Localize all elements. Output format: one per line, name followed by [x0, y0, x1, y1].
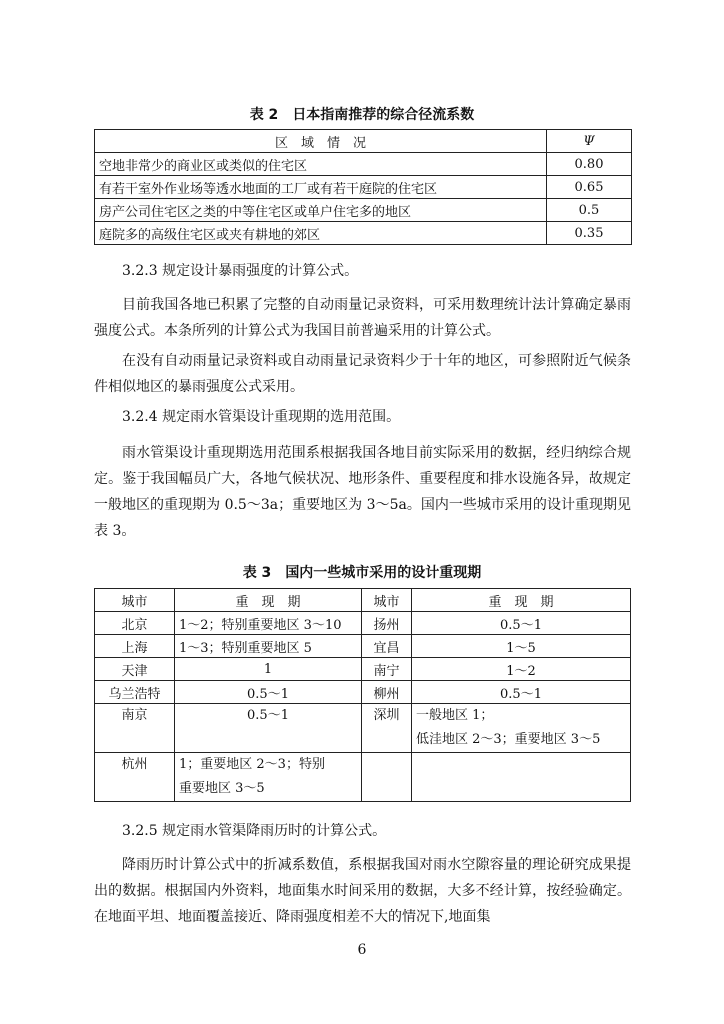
table3-title: 国内一些城市采用的设计重现期 — [285, 565, 482, 581]
table-row — [95, 612, 631, 635]
table-row — [95, 153, 632, 176]
table-cell: 庭院多的高级住宅区或夹有耕地的郊区 — [95, 222, 547, 245]
table-cell: 0.5～1 — [175, 704, 362, 753]
table-cell: 宜昌 — [362, 635, 412, 658]
table-cell: 柳州 — [362, 681, 412, 704]
table-cell: 0.80 — [547, 153, 632, 176]
page-number: 6 — [357, 942, 367, 958]
table2 — [94, 129, 632, 245]
table3-header-city: 城市 — [95, 589, 175, 612]
table-cell: 北京 — [95, 612, 175, 635]
table-cell: 0.5～1 — [412, 681, 631, 704]
paragraph: 雨水管渠设计重现期选用范围系根据我国各地目前实际采用的数据，经归纳综合规定。鉴于我国幅员广大，各地气候状况、地形条件、重要程度和排水设施各异，故规定一般地区的重现期为 0.5～3a；重要地区为 3～5a。国内一些城市采用的设计重现期见表 3。 — [94, 445, 631, 539]
table2-title: 日本指南推荐的综合径流系数 — [292, 107, 475, 123]
table3-label: 表 3 — [242, 565, 272, 581]
table-cell: 0.5～1 — [412, 612, 631, 635]
table-cell-multiline — [412, 704, 631, 753]
table-cell — [412, 753, 631, 802]
table-cell: 有若干室外作业场等透水地面的工厂或有若干庭院的住宅区 — [95, 176, 547, 199]
section-3-2-5-heading: 3.2.5 规定雨水管渠降雨历时的计算公式。 — [122, 823, 387, 839]
table-cell: 南宁 — [362, 658, 412, 681]
table2-header-psi: Ψ — [547, 130, 632, 153]
table-cell — [362, 753, 412, 802]
table-row — [95, 753, 631, 802]
table-cell: 扬州 — [362, 612, 412, 635]
table3 — [94, 588, 631, 802]
paragraph: 在没有自动雨量记录资料或自动雨量记录资料少于十年的地区，可参照附近气候条件相似地区的暴雨强度公式采用。 — [94, 353, 631, 395]
table-header-row — [95, 130, 632, 153]
table-row — [95, 199, 632, 222]
cell-line: 1；重要地区 2～3；特别 — [179, 757, 325, 772]
table-cell: 1～3；特别重要地区 5 — [175, 635, 362, 658]
table2-label: 表 2 — [249, 107, 279, 123]
table-cell: 深圳 — [362, 704, 412, 753]
paragraph: 目前我国各地已积累了完整的自动雨量记录资料，可采用数理统计法计算确定暴雨强度公式。本条所列的计算公式为我国目前普遍采用的计算公式。 — [94, 297, 631, 339]
table-cell: 1 — [175, 658, 362, 681]
table-row — [95, 704, 631, 753]
table-cell: 0.65 — [547, 176, 632, 199]
table-row — [95, 176, 632, 199]
table3-caption — [0, 562, 724, 582]
table-cell: 乌兰浩特 — [95, 681, 175, 704]
table-cell: 0.5～1 — [175, 681, 362, 704]
table-header-row — [95, 589, 631, 612]
table3-header-period: 重 现 期 — [175, 589, 362, 612]
table-row — [95, 635, 631, 658]
section-3-2-4-heading: 3.2.4 规定雨水管渠设计重现期的选用范围。 — [122, 409, 401, 425]
table-cell: 空地非常少的商业区或类似的住宅区 — [95, 153, 547, 176]
table3-header-city: 城市 — [362, 589, 412, 612]
table-cell: 南京 — [95, 704, 175, 753]
table-cell: 天津 — [95, 658, 175, 681]
table-cell: 1～2 — [412, 658, 631, 681]
table-cell: 0.5 — [547, 199, 632, 222]
table-cell: 1～2；特别重要地区 3～10 — [175, 612, 362, 635]
table3-header-period: 重 现 期 — [412, 589, 631, 612]
table-row — [95, 681, 631, 704]
table2-header-area: 区 域 情 况 — [95, 130, 547, 153]
cell-line: 低洼地区 2～3；重要地区 3～5 — [416, 732, 601, 747]
table-cell: 杭州 — [95, 753, 175, 802]
table-cell-multiline — [175, 753, 362, 802]
cell-line: 一般地区 1； — [416, 708, 494, 723]
section-3-2-3-heading: 3.2.3 规定设计暴雨强度的计算公式。 — [122, 263, 359, 279]
table-cell: 房产公司住宅区之类的中等住宅区或单户住宅多的地区 — [95, 199, 547, 222]
table-row — [95, 222, 632, 245]
table-cell: 0.35 — [547, 222, 632, 245]
cell-line: 重要地区 3～5 — [179, 781, 265, 796]
table-cell: 上海 — [95, 635, 175, 658]
table-row — [95, 658, 631, 681]
table-cell: 1～5 — [412, 635, 631, 658]
table2-caption — [0, 104, 724, 124]
paragraph: 降雨历时计算公式中的折减系数值，系根据我国对雨水空隙容量的理论研究成果提出的数据。根据国内外资料，地面集水时间采用的数据，大多不经计算，按经验确定。在地面平坦、地面覆盖接近、降雨强度相差不大的情况下,地面集 — [94, 857, 631, 925]
